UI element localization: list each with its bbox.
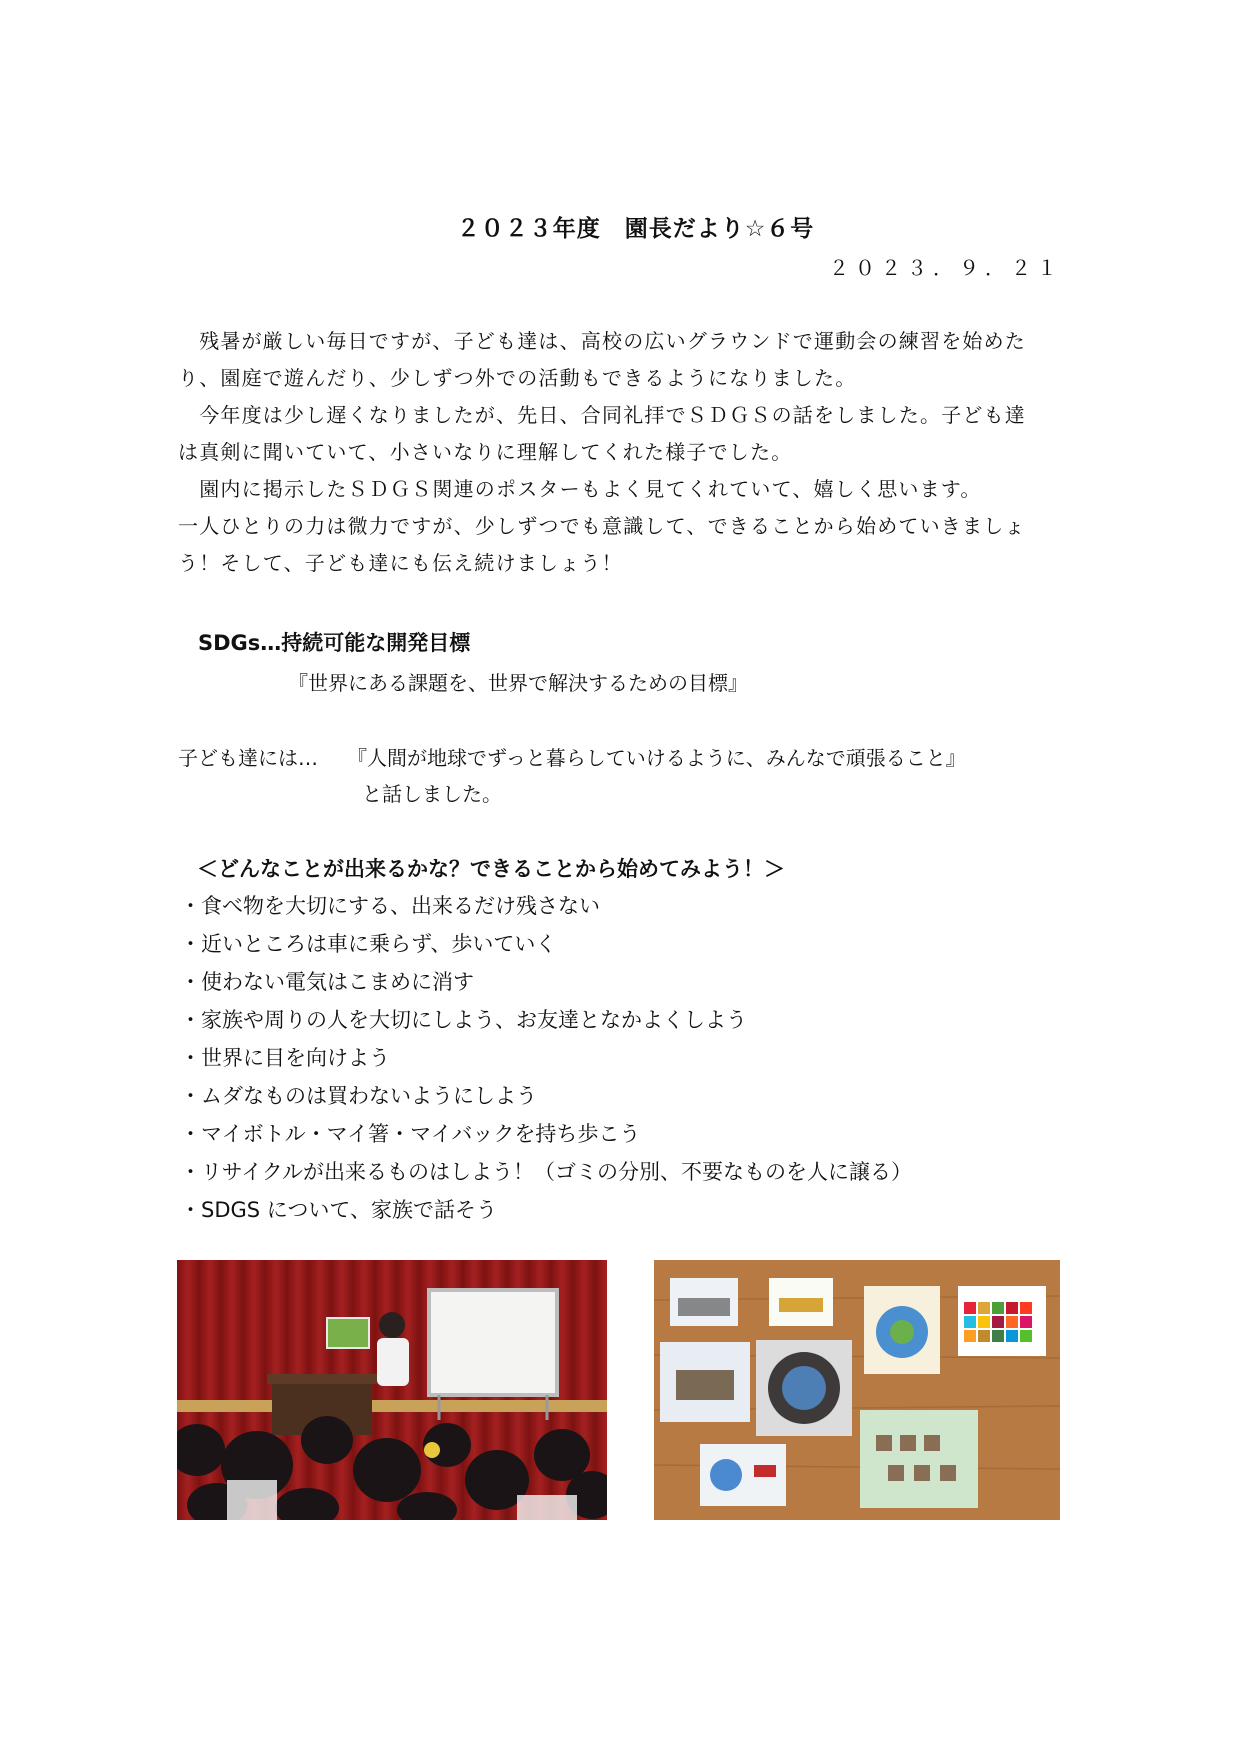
photo-sdgs-posters [654, 1260, 1060, 1520]
paragraph-line: 今年度は少し遅くなりましたが、先日、合同礼拝でＳＤＧＳの話をしました。子ども達 [178, 403, 1026, 427]
issue-date: ２０２３．９．２１ [829, 256, 1063, 280]
paragraph-line: り、園庭で遊んだり、少しずつ外での活動もできるようになりました。 [178, 366, 857, 390]
page-title: ２０２３年度 園長だより☆６号 [456, 216, 815, 242]
sdgs-heading: SDGs…持続可能な開発目標 [198, 631, 471, 655]
paragraph-line: 一人ひとりの力は微力ですが、少しずつでも意識して、できることから始めていきましょ [178, 514, 1026, 538]
kids-tail: と話しました。 [362, 782, 502, 806]
paragraph-line: 園内に掲示したＳＤＧＳ関連のポスターもよく見てくれていて、嬉しく思います。 [178, 477, 982, 501]
sdgs-quote: 『世界にある課題を、世界で解決するための目標』 [288, 671, 748, 695]
action-item: ・近いところは車に乗らず、歩いていく [180, 932, 557, 956]
action-item: ・ムダなものは買わないようにしよう [180, 1084, 537, 1108]
paragraph-line: は真剣に聞いていて、小さいなりに理解してくれた様子でした。 [178, 440, 793, 464]
actions-heading: ＜どんなことが出来るかな？できることから始めてみよう！＞ [197, 857, 785, 881]
kids-label: 子ども達には… [178, 746, 318, 770]
action-item: ・マイボトル・マイ箸・マイバックを持ち歩こう [180, 1122, 641, 1146]
photo-assembly [177, 1260, 607, 1520]
action-item: ・SDGS について、家族で話そう [180, 1198, 497, 1222]
paragraph-line: う！そして、子ども達にも伝え続けましょう！ [178, 551, 623, 575]
assembly-photo-illustration [177, 1260, 607, 1520]
action-item: ・使わない電気はこまめに消す [180, 970, 474, 994]
action-item: ・世界に目を向けよう [180, 1046, 390, 1070]
kids-quote: 『人間が地球でずっと暮らしていけるように、みんなで頑張ること』 [347, 746, 966, 770]
posters-photo-illustration [654, 1260, 1060, 1520]
action-item: ・リサイクルが出来るものはしよう！（ゴミの分別、不要なものを人に譲る） [180, 1160, 913, 1184]
paragraph-line: 残暑が厳しい毎日ですが、子ども達は、高校の広いグラウンドで運動会の練習を始めた [178, 329, 1026, 353]
action-item: ・家族や周りの人を大切にしよう、お友達となかよくしよう [180, 1008, 747, 1032]
action-item: ・食べ物を大切にする、出来るだけ残さない [180, 894, 600, 918]
